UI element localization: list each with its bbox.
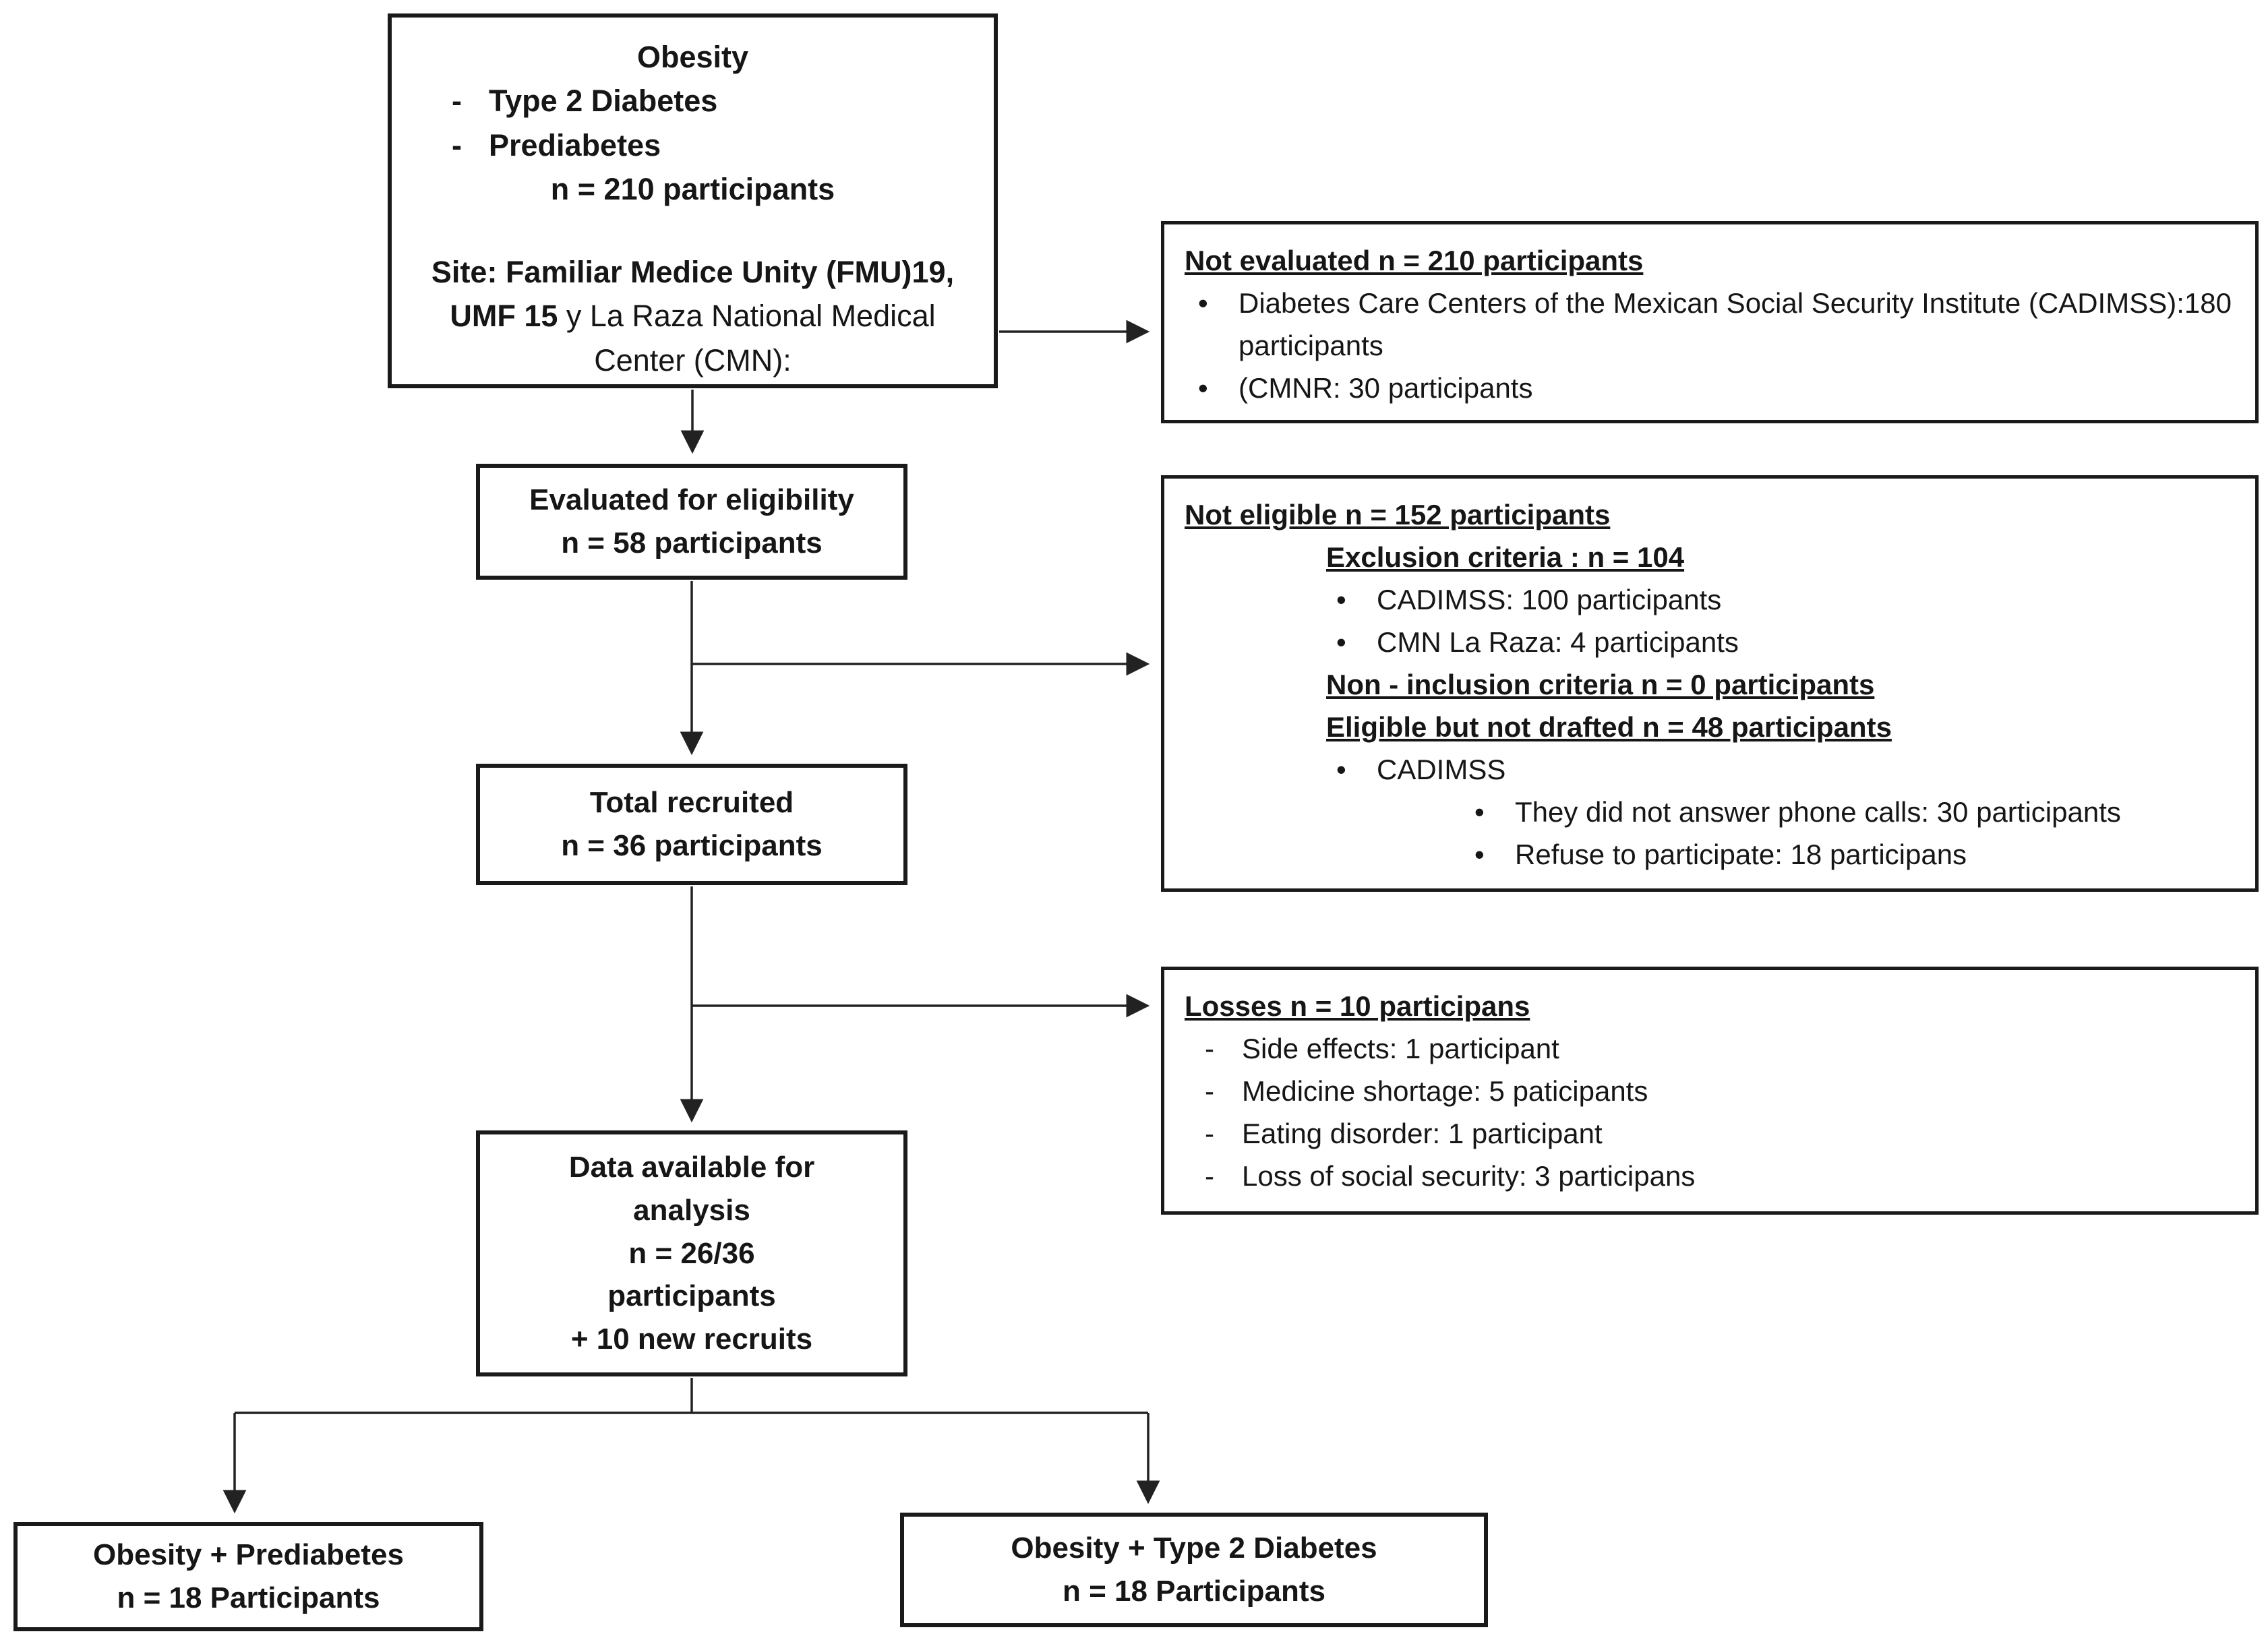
list-item	[1205, 1027, 2235, 1070]
not-eligible-box	[1161, 475, 2259, 892]
recruited-box	[476, 764, 907, 885]
list-item	[1205, 1070, 2235, 1112]
population-site	[408, 250, 978, 382]
list-item	[452, 123, 978, 167]
losses-item: Side effects: 1 participant	[1242, 1033, 1559, 1064]
list-item	[1205, 1155, 2235, 1197]
bullet-icon: •	[1474, 796, 1485, 828]
dash-icon: -	[452, 84, 462, 119]
drafted-subitem: Refuse to participate: 18 participans	[1515, 839, 1967, 870]
dash-icon: -	[1205, 1160, 1214, 1192]
bullet-icon: •	[1336, 754, 1346, 785]
list-item	[1198, 367, 2235, 409]
not-evaluated-item: Diabetes Care Centers of the Mexican Social Security Institute (CADIMSS):180 participants	[1239, 287, 2240, 361]
arm-prediabetes-box	[13, 1522, 483, 1631]
population-count: n = 210 participants	[550, 171, 835, 206]
list-item	[1336, 621, 2235, 663]
list-item	[1336, 578, 2235, 621]
population-item: Prediabetes	[489, 127, 661, 162]
analysis-line: Data available for	[568, 1151, 815, 1184]
list-item	[1474, 833, 2235, 876]
recruited-line1: Total recruited	[589, 786, 794, 820]
bullet-icon: •	[1198, 372, 1208, 404]
dash-icon: -	[1205, 1033, 1214, 1064]
evaluated-line1: Evaluated for eligibility	[529, 483, 854, 517]
bullet-icon: •	[1336, 626, 1346, 658]
arm-t2d-line1: Obesity + Type 2 Diabetes	[1011, 1531, 1377, 1565]
analysis-line: analysis	[633, 1193, 750, 1227]
arm-t2d-line2: n = 18 Participants	[1062, 1575, 1326, 1608]
losses-title: Losses n = 10 participans	[1185, 990, 1530, 1022]
analysis-line: n = 26/36	[628, 1236, 755, 1270]
bullet-icon: •	[1336, 584, 1346, 615]
population-box	[388, 13, 998, 388]
list-item	[1474, 791, 2235, 833]
evaluated-box	[476, 464, 907, 580]
dash-icon: -	[1205, 1118, 1214, 1149]
analysis-line: + 10 new recruits	[570, 1323, 813, 1356]
drafted-subitem: They did not answer phone calls: 30 participants	[1515, 796, 2121, 828]
list-item	[1198, 282, 2240, 367]
arm-prediabetes-line2: n = 18 Participants	[117, 1581, 380, 1614]
population-title: Obesity	[636, 40, 749, 74]
list-item	[452, 79, 978, 123]
not-evaluated-item: (CMNR: 30 participants	[1239, 372, 1533, 404]
not-evaluated-title: Not evaluated n = 210 participants	[1185, 245, 1644, 276]
non-inclusion-header: Non - inclusion criteria n = 0 participants	[1326, 669, 1875, 700]
eligible-not-drafted-header: Eligible but not drafted n = 48 participants	[1326, 711, 1892, 743]
exclusion-item: CMN La Raza: 4 participants	[1377, 626, 1739, 658]
losses-item: Loss of social security: 3 participans	[1242, 1160, 1696, 1192]
analysis-line: participants	[607, 1279, 776, 1313]
site-regular-text: y La Raza National Medical Center (CMN):	[566, 299, 936, 377]
not-evaluated-box	[1161, 221, 2259, 423]
losses-item: Eating disorder: 1 participant	[1242, 1118, 1603, 1149]
dash-icon: -	[1205, 1075, 1214, 1107]
losses-item: Medicine shortage: 5 paticipants	[1242, 1075, 1648, 1107]
bullet-icon: •	[1198, 287, 1208, 319]
site-bold-text: Site: Familiar Medice Unity (FMU)19, UMF 15	[431, 255, 955, 334]
recruited-line2: n = 36 participants	[561, 829, 823, 862]
exclusion-criteria-header: Exclusion criteria : n = 104	[1326, 541, 1685, 573]
list-item	[1205, 1112, 2235, 1155]
arm-prediabetes-line1: Obesity + Prediabetes	[93, 1538, 404, 1572]
arm-t2d-box	[900, 1513, 1488, 1627]
not-eligible-title: Not eligible n = 152 participants	[1185, 499, 1611, 530]
list-item	[1336, 748, 2235, 791]
exclusion-item: CADIMSS: 100 participants	[1377, 584, 1722, 615]
evaluated-line2: n = 58 participants	[561, 526, 823, 559]
bullet-icon: •	[1474, 839, 1485, 870]
analysis-box	[476, 1130, 907, 1376]
dash-icon: -	[452, 127, 462, 162]
losses-box	[1161, 967, 2259, 1215]
population-item: Type 2 Diabetes	[489, 84, 718, 119]
drafted-item: CADIMSS	[1377, 754, 1506, 785]
